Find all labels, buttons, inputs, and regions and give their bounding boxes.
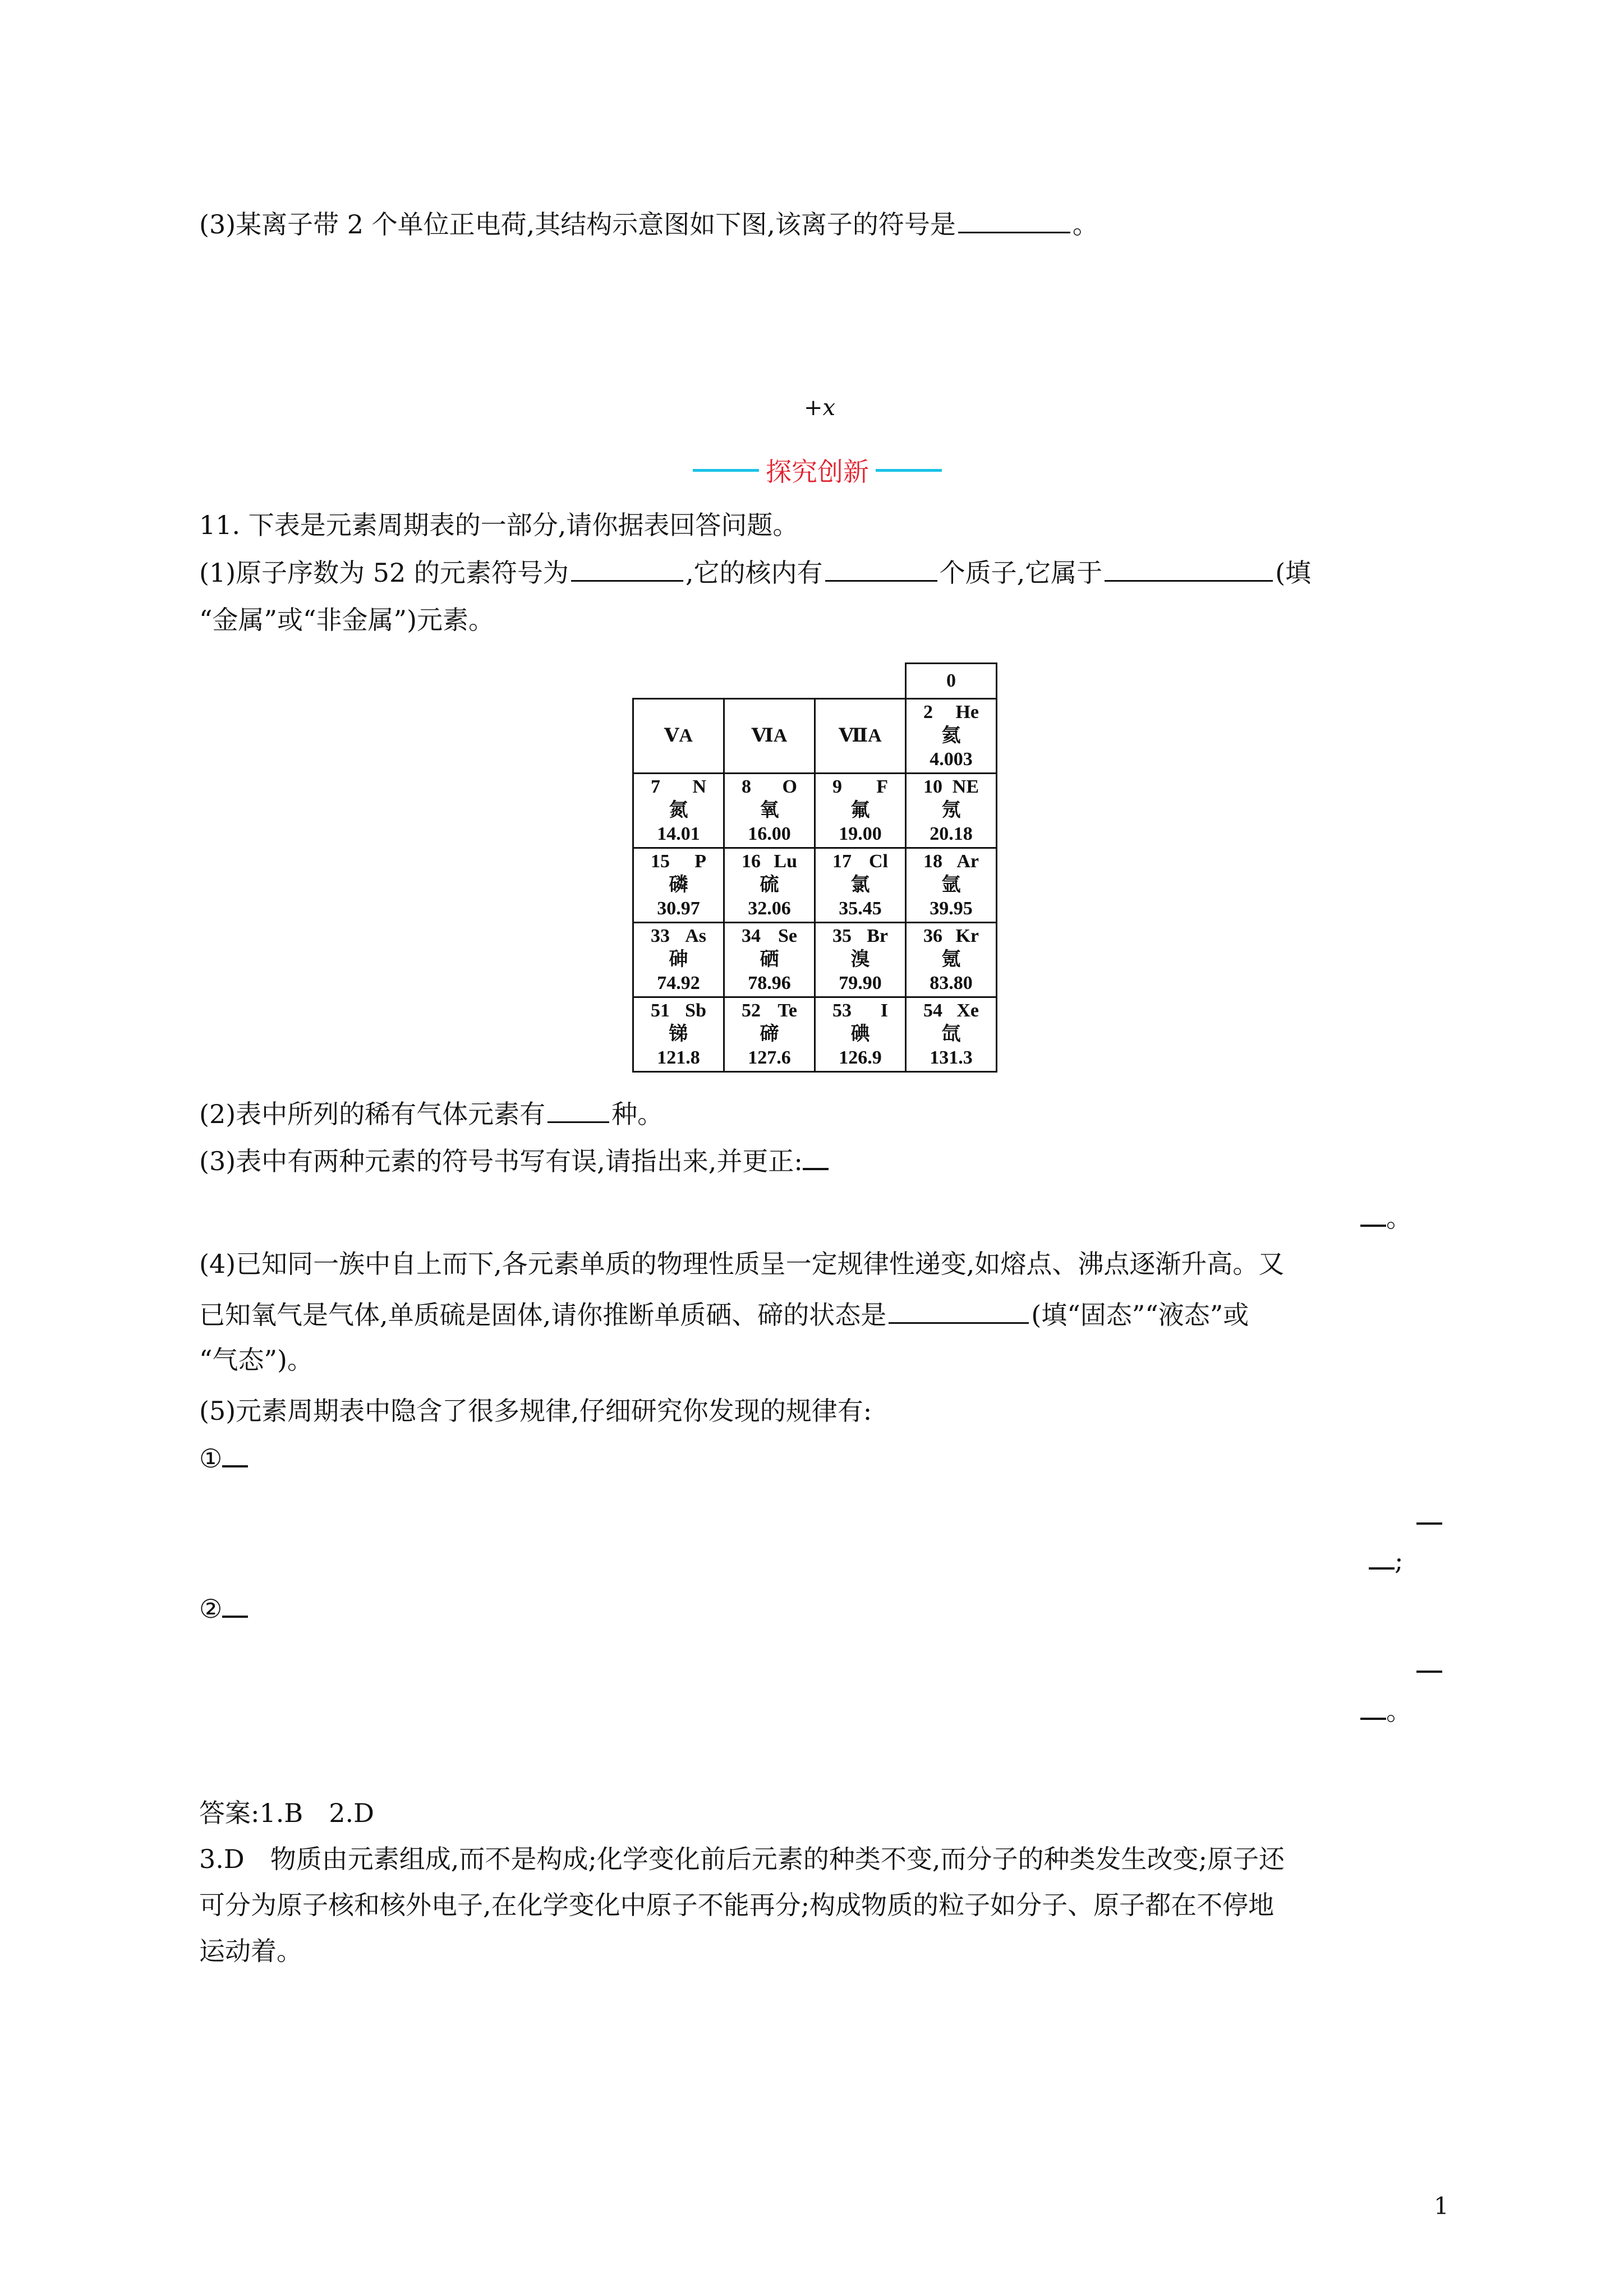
atomic-mass: 126.9 [839,1047,882,1068]
element-cell [724,923,815,997]
q11-1-text-d: (填 [1275,558,1312,588]
atomic-mass: 121.8 [657,1047,700,1068]
element-name: 磷 [669,875,688,895]
atomic-number: 54 [923,1000,942,1021]
atomic-number: 53 [832,1000,852,1021]
element-symbol: P [694,851,706,872]
element-symbol: Se [778,926,797,946]
element-cell [906,923,997,997]
element-name: 氪 [941,949,961,970]
element-cell [815,774,906,848]
rule-item-1-continue [1416,1499,1442,1533]
element-name: 氟 [850,800,870,821]
end-punct: ; [1395,1545,1404,1576]
element-cell [724,997,815,1072]
answer-blank[interactable] [889,1296,1029,1324]
rule-item-1-end [1369,1544,1404,1577]
element-symbol: O [782,776,797,797]
page-number: 1 [1434,2192,1449,2220]
atomic-mass: 78.96 [748,973,791,993]
atomic-mass: 131.3 [930,1047,973,1068]
element-symbol: Te [778,1000,797,1021]
answer-blank[interactable] [1416,1500,1442,1525]
rule-item-1 [199,1442,248,1475]
element-name: 氯 [850,875,870,895]
element-symbol: I [880,1000,888,1021]
question-11-2 [199,1096,663,1131]
element-symbol: Kr [955,926,979,946]
q11-1-text-c: 个质子,它属于 [939,558,1103,588]
table-row [633,923,997,997]
atomic-number: 16 [742,851,761,872]
question-11-5: (5)元素周期表中隐含了很多规律,仔细研究你发现的规律有: [199,1396,872,1426]
element-cell [815,923,906,997]
q11-2-text-b: 种。 [611,1099,664,1129]
element-symbol: NE [952,776,979,797]
answer-blank[interactable] [548,1096,609,1123]
atomic-mass: 83.80 [930,973,973,993]
answer-blank[interactable] [1360,1202,1386,1227]
answer-blank[interactable] [1360,1695,1386,1720]
element-name: 氧 [760,800,779,821]
question-11-4-line2 [199,1296,1249,1332]
element-symbol: As [685,926,706,946]
atomic-mass: 39.95 [930,898,973,919]
answer-blank[interactable] [571,554,683,582]
element-cell [633,848,724,923]
answer-blank[interactable] [1105,554,1273,582]
element-cell [633,774,724,848]
element-name: 硒 [760,949,779,970]
element-name: 锑 [669,1024,688,1045]
element-name: 氮 [669,800,688,821]
rule-item-2-continue [1416,1647,1442,1681]
atomic-number: 52 [742,1000,761,1021]
rule-item-2-end [1360,1694,1412,1728]
atomic-number: 7 [651,776,660,797]
atomic-number: 36 [923,926,942,946]
question-11-3-end [1360,1201,1412,1235]
question-11-1-line2: “金属”或“非金属”)元素。 [199,605,495,635]
atomic-number: 17 [832,851,852,872]
element-name: 氦 [941,725,961,746]
question-11-1 [199,554,1311,590]
empty-cell [815,664,906,699]
atomic-mass: 74.92 [657,973,700,993]
group-header: ⅤA [633,699,724,774]
element-symbol: Br [867,926,888,946]
table-row [633,997,997,1072]
question-text: (3)某离子带 2 个单位正电荷,其结构示意图如下图,该离子的符号是 [199,209,956,240]
element-cell [815,848,906,923]
periodic-table [632,662,997,1073]
element-symbol: Cl [869,851,888,872]
atomic-mass: 79.90 [839,973,882,993]
table-row [633,774,997,848]
atomic-number: 2 [923,702,933,723]
atomic-number: 51 [651,1000,670,1021]
element-symbol: Ar [956,851,979,872]
answer-3-line-1: 3.D 物质由元素组成,而不是构成;化学变化前后元素的种类不变,而分子的种类发生改变;原子还 [199,1844,1285,1874]
section-banner [693,453,942,487]
answer-3-line-2: 可分为原子核和核外电子,在化学变化中原子不能再分;构成物质的粒子如分子、原子都在不停地 [199,1890,1275,1920]
atomic-number: 10 [923,776,942,797]
element-cell [633,997,724,1072]
group-0-header: 0 [906,664,997,699]
q11-1-text-b: ,它的核内有 [685,558,823,588]
banner-title: 探究创新 [766,457,869,487]
element-cell [906,699,997,774]
group-header: ⅥA [724,699,815,774]
banner-line-left [693,469,759,472]
empty-cell [724,664,815,699]
atomic-number: 33 [651,926,670,946]
q11-2-text-a: (2)表中所列的稀有气体元素有 [199,1099,546,1129]
q11-1-text-a: (1)原子序数为 52 的元素符号为 [199,558,569,588]
question-10-3 [199,206,1098,241]
atomic-mass: 127.6 [748,1047,791,1068]
answer-blank[interactable] [803,1145,829,1170]
element-name: 氙 [941,1024,961,1045]
group-header: ⅦA [815,699,906,774]
answer-blank[interactable] [222,1443,248,1467]
question-11-4-line3: “气态”)。 [199,1345,313,1375]
element-name: 碲 [760,1024,779,1045]
element-name: 硫 [760,875,779,895]
answer-blank[interactable] [1416,1648,1442,1673]
atomic-mass: 14.01 [657,823,700,844]
element-symbol: Sb [685,1000,706,1021]
end-punct: 。 [1386,1203,1412,1233]
item-marker: ② [199,1594,223,1624]
element-symbol: N [692,776,706,797]
atomic-mass: 4.003 [930,749,973,770]
atomic-mass: 30.97 [657,898,700,919]
element-name: 溴 [850,949,870,970]
element-cell [906,774,997,848]
atomic-number: 34 [742,926,761,946]
answer-blank[interactable] [1369,1545,1395,1570]
q11-4-text-a: 已知氧气是气体,单质硫是固体,请你推断单质硒、碲的状态是 [199,1300,887,1330]
element-name: 氖 [941,800,961,821]
element-cell [906,997,997,1072]
table-row [633,848,997,923]
empty-cell [633,664,724,699]
banner-line-right [876,469,942,472]
answers-line-1: 答案:1.B 2.D [199,1798,374,1828]
question-11-title: 11. 下表是元素周期表的一部分,请你据表回答问题。 [199,510,799,540]
element-cell [906,848,997,923]
atomic-mass: 20.18 [930,823,973,844]
answer-blank[interactable] [222,1593,248,1618]
element-cell [815,997,906,1072]
rule-item-2 [199,1592,248,1626]
atomic-number: 8 [742,776,751,797]
answer-blank[interactable] [958,206,1070,233]
answer-3-line-3: 运动着。 [199,1936,302,1966]
atomic-number: 9 [832,776,842,797]
atomic-number: 15 [651,851,670,872]
atomic-number: 18 [923,851,942,872]
q11-4-text-b: (填“固态”“液态”或 [1031,1300,1249,1330]
end-punct: 。 [1386,1696,1412,1726]
element-name: 碘 [850,1024,870,1045]
element-symbol: Xe [956,1000,979,1021]
ion-diagram-label: +x [804,395,836,421]
element-symbol: Lu [774,851,797,872]
atomic-mass: 35.45 [839,898,882,919]
element-cell [724,774,815,848]
atomic-mass: 19.00 [839,823,882,844]
atomic-mass: 32.06 [748,898,791,919]
element-cell [633,923,724,997]
atomic-number: 35 [832,926,852,946]
element-symbol: F [876,776,888,797]
q11-3-text: (3)表中有两种元素的符号书写有误,请指出来,并更正: [199,1146,803,1176]
answer-blank[interactable] [825,554,937,582]
question-11-3 [199,1144,829,1178]
end-punct: 。 [1072,209,1098,240]
atomic-mass: 16.00 [748,823,791,844]
element-cell [724,848,815,923]
element-symbol: He [955,702,979,723]
element-name: 砷 [669,949,688,970]
question-11-4-line1: (4)已知同一族中自上而下,各元素单质的物理性质呈一定规律性递变,如熔点、沸点逐渐升高。又 [199,1249,1285,1279]
item-marker: ① [199,1443,223,1474]
element-name: 氩 [941,875,961,895]
